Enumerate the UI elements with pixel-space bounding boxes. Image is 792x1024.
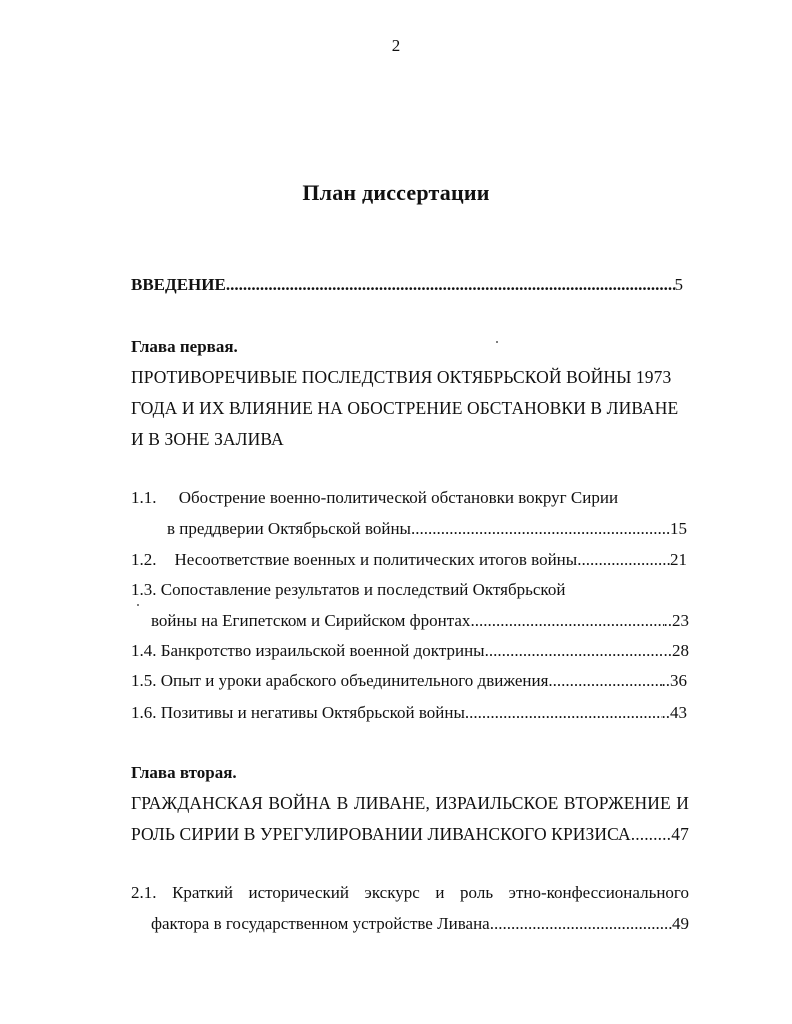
dot-leader [470,610,663,632]
toc-entry-1-3-continued [151,610,689,632]
toc-page-number: 49 [672,914,689,933]
toc-item-text: 1.5. Опыт и уроки арабского объединительного движения [131,671,549,690]
dot-leader [631,823,672,845]
toc-page-number: 47 [671,824,689,844]
toc-label: ВВЕДЕНИЕ [131,275,226,294]
toc-entry-1-2 [131,549,687,571]
toc-item-text: 1.4. Банкротство израильской военной доктрины [131,641,485,660]
scan-speck [496,341,498,343]
chapter1-title-line: И В ЗОНЕ ЗАЛИВА [131,429,284,449]
toc-page-number: ..43 [661,703,687,722]
toc-page-number: ..28 [663,641,689,660]
dot-leader [490,913,672,935]
toc-entry-1-5 [131,670,687,692]
toc-item-number: 1.1. [131,488,157,507]
chapter2-title-line [131,823,689,845]
toc-item-text: в преддверии Октябрьской войны [167,519,411,538]
toc-item-number: 1.2. [131,550,157,569]
dot-leader [226,274,675,296]
toc-entry-1-1-continued [167,518,687,540]
toc-entry-2-1-continued [151,913,689,935]
toc-entry-1-1 [131,487,618,509]
dot-leader [577,549,670,571]
toc-item-text: фактора в государственном устройстве Ливана [151,914,490,933]
toc-entry-introduction [131,274,683,296]
chapter2-heading: Глава вторая. [131,763,237,782]
toc-entry-1-4 [131,640,689,662]
toc-item-text: войны на Египетском и Сирийском фронтах [151,611,471,630]
toc-item-text: Обострение военно-политической обстановки вокруг Сирии [178,488,619,507]
toc-entry-1-6 [131,702,687,724]
chapter1-title-line: ГОДА И ИХ ВЛИЯНИЕ НА ОБОСТРЕНИЕ ОБСТАНОВКИ В ЛИВАНЕ [131,398,679,418]
scan-speck [137,604,139,606]
toc-page-number: 5 [674,275,683,294]
chapter1-title-line: ПРОТИВОРЕЧИВЫЕ ПОСЛЕДСТВИЯ ОКТЯБРЬСКОЙ ВОЙНЫ 1973 [131,367,672,387]
toc-entry-2-1: 2.1. Краткий исторический экскурс и роль этно-конфессионального [131,883,689,902]
page-title: План диссертации [302,180,490,205]
page-number: 2 [391,36,401,55]
toc-item-text: 1.6. Позитивы и негативы Октябрьской войны [131,703,465,722]
toc-page-number: ..23 [663,611,689,630]
toc-page-number: 21 [670,550,687,569]
toc-item-text: Несоответствие военных и политических итогов войны [174,550,578,569]
toc-page-number: 15 [670,519,687,538]
toc-item-text: РОЛЬ СИРИИ В УРЕГУЛИРОВАНИИ ЛИВАНСКОГО КРИЗИСА [131,824,631,844]
dot-leader [485,640,664,662]
toc-page-number: ..36 [661,671,687,690]
chapter2-title-line: ГРАЖДАНСКАЯ ВОЙНА В ЛИВАНЕ, ИЗРАИЛЬСКОЕ ВТОРЖЕНИЕ И [131,793,689,813]
chapter1-heading: Глава первая. [131,337,238,356]
dot-leader [465,702,662,724]
dot-leader [548,670,661,692]
toc-entry-1-3: 1.3. Сопоставление результатов и последствий Октябрьской [131,580,566,599]
dot-leader [411,518,670,540]
